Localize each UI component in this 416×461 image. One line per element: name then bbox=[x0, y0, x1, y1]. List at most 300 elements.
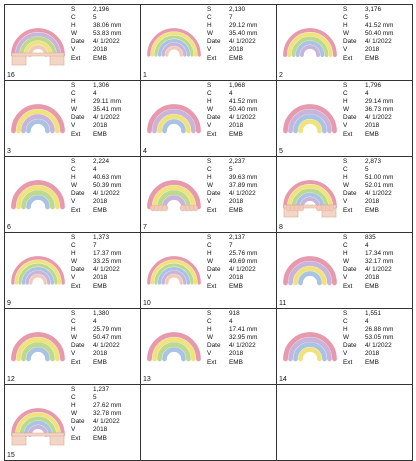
info-value: 4/ 1/2022 bbox=[365, 38, 392, 46]
info-value: 32.78 mm bbox=[93, 410, 122, 418]
design-info bbox=[71, 6, 139, 63]
info-label: V bbox=[207, 274, 212, 282]
info-label: S bbox=[207, 234, 212, 241]
info-row-w bbox=[343, 182, 411, 190]
rainbow-thumbnail bbox=[6, 235, 70, 297]
info-label: Ext bbox=[207, 130, 217, 138]
info-label: C bbox=[71, 394, 76, 402]
info-value: 52.01 mm bbox=[365, 182, 394, 190]
info-label: C bbox=[207, 318, 212, 326]
info-row-s bbox=[343, 310, 411, 318]
info-row-s bbox=[71, 310, 139, 318]
info-value: 26.88 mm bbox=[365, 326, 394, 334]
info-value: 2018 bbox=[93, 46, 108, 54]
design-cell[interactable] bbox=[141, 5, 277, 81]
info-value: EMB bbox=[93, 130, 107, 138]
info-label: H bbox=[207, 250, 212, 258]
info-label: W bbox=[207, 106, 214, 114]
rainbow-band bbox=[31, 276, 45, 283]
info-value: 2018 bbox=[365, 198, 380, 206]
info-row-h bbox=[343, 98, 411, 106]
info-value: 4/ 1/2022 bbox=[93, 418, 120, 426]
rainbow-band bbox=[167, 48, 181, 55]
design-cell[interactable] bbox=[277, 233, 413, 309]
info-value: 17.34 mm bbox=[365, 250, 394, 258]
design-index: 6 bbox=[7, 224, 11, 231]
design-cell[interactable] bbox=[5, 81, 141, 157]
rainbow-band bbox=[29, 122, 48, 132]
info-value: EMB bbox=[365, 282, 379, 290]
design-info bbox=[71, 82, 139, 139]
design-info bbox=[343, 234, 411, 291]
info-row-w bbox=[343, 334, 411, 342]
info-value: 4/ 1/2022 bbox=[229, 38, 256, 46]
info-label: Ext bbox=[343, 54, 353, 62]
design-cell[interactable] bbox=[277, 81, 413, 157]
design-cell[interactable] bbox=[277, 5, 413, 81]
info-label: W bbox=[71, 30, 78, 38]
design-info bbox=[207, 82, 275, 139]
info-label: S bbox=[71, 386, 76, 393]
rainbow-thumbnail bbox=[6, 159, 70, 221]
rainbow-thumbnail bbox=[142, 159, 206, 221]
info-row-ext bbox=[207, 207, 275, 215]
info-value: EMB bbox=[229, 130, 243, 138]
info-row-h bbox=[207, 326, 275, 334]
info-row-s bbox=[343, 6, 411, 14]
design-cell[interactable] bbox=[5, 309, 141, 385]
info-row-date bbox=[207, 266, 275, 274]
info-value: 918 bbox=[229, 310, 240, 317]
info-value: 4/ 1/2022 bbox=[93, 266, 120, 274]
info-value: 50.40 mm bbox=[365, 30, 394, 38]
info-row-w bbox=[343, 30, 411, 38]
info-value: 4/ 1/2022 bbox=[93, 114, 120, 122]
design-info bbox=[343, 158, 411, 215]
info-label: Date bbox=[71, 38, 85, 46]
info-row-v bbox=[343, 198, 411, 206]
info-value: 2,130 bbox=[229, 6, 245, 13]
info-row-c bbox=[207, 14, 275, 22]
info-row-w bbox=[207, 182, 275, 190]
info-label: H bbox=[343, 174, 348, 182]
info-value: 3,176 bbox=[365, 6, 381, 13]
info-label: Date bbox=[343, 342, 357, 350]
info-label: V bbox=[71, 122, 76, 130]
info-value: 40.63 mm bbox=[93, 174, 122, 182]
design-cell[interactable] bbox=[141, 157, 277, 233]
info-label: C bbox=[71, 318, 76, 326]
info-value: 2018 bbox=[229, 198, 244, 206]
info-label: W bbox=[343, 182, 350, 190]
info-value: EMB bbox=[229, 54, 243, 62]
rainbow-band bbox=[165, 198, 184, 208]
design-index: 2 bbox=[279, 72, 283, 79]
info-row-h bbox=[207, 98, 275, 106]
info-value: 7 bbox=[229, 14, 233, 22]
info-label: V bbox=[207, 198, 212, 206]
info-label: Ext bbox=[71, 358, 81, 366]
info-row-v bbox=[343, 46, 411, 54]
design-index: 14 bbox=[279, 376, 287, 383]
info-label: Ext bbox=[71, 54, 81, 62]
info-row-w bbox=[71, 410, 139, 418]
info-value: 2018 bbox=[365, 122, 380, 130]
rainbow-thumbnail bbox=[142, 311, 206, 373]
grid-row bbox=[5, 385, 413, 461]
info-value: 1,373 bbox=[93, 234, 109, 241]
design-cell[interactable] bbox=[277, 309, 413, 385]
info-row-c bbox=[207, 242, 275, 250]
info-value: 2,224 bbox=[93, 158, 109, 165]
design-info bbox=[207, 6, 275, 63]
info-label: W bbox=[71, 106, 78, 114]
info-label: H bbox=[71, 326, 76, 334]
design-info bbox=[343, 82, 411, 139]
info-label: S bbox=[343, 6, 348, 13]
info-label: Ext bbox=[207, 54, 217, 62]
empty-cell bbox=[141, 385, 277, 461]
info-label: S bbox=[207, 6, 212, 13]
info-label: V bbox=[71, 198, 76, 206]
info-label: Date bbox=[343, 190, 357, 198]
info-value: 41.52 mm bbox=[365, 22, 394, 30]
info-row-h bbox=[71, 22, 139, 30]
info-label: H bbox=[71, 402, 76, 410]
info-row-c bbox=[207, 166, 275, 174]
info-label: Ext bbox=[71, 434, 81, 442]
info-row-w bbox=[71, 258, 139, 266]
info-row-v bbox=[71, 198, 139, 206]
design-index: 10 bbox=[143, 300, 151, 307]
info-value: 1,796 bbox=[365, 82, 381, 89]
info-label: C bbox=[71, 14, 76, 22]
info-value: 4/ 1/2022 bbox=[365, 266, 392, 274]
info-value: 2018 bbox=[93, 274, 108, 282]
info-row-s bbox=[343, 158, 411, 166]
rainbow-thumbnail bbox=[142, 7, 206, 69]
design-index: 15 bbox=[7, 452, 15, 459]
info-value: 36.73 mm bbox=[365, 106, 394, 114]
rainbow-thumbnail bbox=[6, 311, 70, 373]
info-label: C bbox=[207, 166, 212, 174]
info-label: S bbox=[71, 6, 76, 13]
info-value: 33.25 mm bbox=[93, 258, 122, 266]
design-cell[interactable] bbox=[141, 309, 277, 385]
info-row-ext bbox=[343, 283, 411, 291]
rainbow-thumbnail bbox=[142, 235, 206, 297]
info-label: Date bbox=[207, 342, 221, 350]
info-label: V bbox=[71, 46, 76, 54]
info-label: Date bbox=[343, 266, 357, 274]
info-label: S bbox=[343, 158, 348, 165]
info-label: C bbox=[71, 90, 76, 98]
design-cell[interactable] bbox=[5, 233, 141, 309]
info-value: 2018 bbox=[93, 198, 108, 206]
info-value: EMB bbox=[229, 282, 243, 290]
info-label: H bbox=[207, 98, 212, 106]
info-row-w bbox=[71, 30, 139, 38]
info-label: C bbox=[207, 14, 212, 22]
info-row-h bbox=[71, 250, 139, 258]
info-label: Ext bbox=[207, 358, 217, 366]
info-row-date bbox=[207, 38, 275, 46]
rainbow-thumbnail bbox=[278, 83, 342, 145]
info-label: Ext bbox=[71, 206, 81, 214]
info-label: Date bbox=[71, 418, 85, 426]
info-label: H bbox=[71, 250, 76, 258]
info-value: 39.63 mm bbox=[229, 174, 258, 182]
info-row-s bbox=[207, 6, 275, 14]
info-value: 17.41 mm bbox=[229, 326, 258, 334]
info-label: S bbox=[71, 158, 76, 165]
empty-cell bbox=[277, 385, 413, 461]
info-value: 4 bbox=[365, 318, 369, 326]
info-value: 25.79 mm bbox=[93, 326, 122, 334]
rainbow-clouds bbox=[150, 205, 198, 211]
info-row-v bbox=[343, 350, 411, 358]
rainbow-pillars bbox=[12, 433, 64, 445]
info-row-s bbox=[207, 234, 275, 242]
info-row-ext bbox=[207, 131, 275, 139]
info-value: EMB bbox=[93, 434, 107, 442]
info-label: S bbox=[71, 82, 76, 89]
info-value: 4 bbox=[93, 90, 97, 98]
info-row-w bbox=[71, 334, 139, 342]
info-row-h bbox=[71, 326, 139, 334]
rainbow-thumbnail bbox=[278, 159, 342, 221]
rainbow-band bbox=[302, 47, 318, 55]
info-label: H bbox=[207, 174, 212, 182]
info-row-v bbox=[343, 274, 411, 282]
info-value: 27.62 mm bbox=[93, 402, 122, 410]
info-value: 2018 bbox=[93, 426, 108, 434]
info-value: EMB bbox=[93, 282, 107, 290]
info-row-c bbox=[343, 14, 411, 22]
info-label: Date bbox=[343, 38, 357, 46]
info-row-h bbox=[207, 22, 275, 30]
grid-row bbox=[5, 309, 413, 385]
info-label: Ext bbox=[71, 282, 81, 290]
info-row-v bbox=[207, 122, 275, 130]
info-value: 5 bbox=[365, 14, 369, 22]
rainbow-thumbnail bbox=[278, 311, 342, 373]
info-label: Ext bbox=[207, 206, 217, 214]
grid-row bbox=[5, 157, 413, 233]
info-row-ext bbox=[207, 283, 275, 291]
design-index: 3 bbox=[7, 148, 11, 155]
info-value: 25.76 mm bbox=[229, 250, 258, 258]
info-row-c bbox=[71, 14, 139, 22]
rainbow-thumbnail bbox=[278, 7, 342, 69]
info-value: 4 bbox=[93, 318, 97, 326]
info-row-ext bbox=[343, 359, 411, 367]
info-row-w bbox=[71, 106, 139, 114]
info-label: Ext bbox=[343, 206, 353, 214]
info-value: 38.06 mm bbox=[93, 22, 122, 30]
info-row-ext bbox=[343, 131, 411, 139]
design-cell[interactable] bbox=[5, 157, 141, 233]
info-row-w bbox=[207, 106, 275, 114]
design-index: 9 bbox=[7, 300, 11, 307]
rainbow-thumbnail bbox=[6, 83, 70, 145]
info-value: 35.40 mm bbox=[229, 30, 258, 38]
rainbow-band bbox=[301, 274, 320, 284]
info-label: C bbox=[71, 166, 76, 174]
info-value: 2018 bbox=[229, 122, 244, 130]
info-row-date bbox=[71, 266, 139, 274]
design-index: 7 bbox=[143, 224, 147, 231]
info-value: 2,237 bbox=[229, 158, 245, 165]
info-value: 2018 bbox=[229, 350, 244, 358]
info-row-ext bbox=[207, 55, 275, 63]
info-row-s bbox=[71, 386, 139, 394]
info-value: 4 bbox=[365, 90, 369, 98]
info-value: 53.83 mm bbox=[93, 30, 122, 38]
info-label: C bbox=[343, 90, 348, 98]
info-value: 29.12 mm bbox=[229, 22, 258, 30]
info-row-w bbox=[207, 30, 275, 38]
info-row-date bbox=[343, 342, 411, 350]
design-cell[interactable] bbox=[277, 157, 413, 233]
info-label: C bbox=[343, 242, 348, 250]
info-value: 35.41 mm bbox=[93, 106, 122, 114]
info-value: 51.00 mm bbox=[365, 174, 394, 182]
info-value: 4 bbox=[93, 166, 97, 174]
info-label: W bbox=[207, 30, 214, 38]
info-value: 17.37 mm bbox=[93, 250, 122, 258]
info-row-v bbox=[71, 46, 139, 54]
info-value: EMB bbox=[229, 358, 243, 366]
info-row-date bbox=[71, 342, 139, 350]
info-label: H bbox=[343, 22, 348, 30]
design-index: 4 bbox=[143, 148, 147, 155]
info-value: 1,380 bbox=[93, 310, 109, 317]
info-value: 2018 bbox=[365, 350, 380, 358]
rainbow-band bbox=[301, 122, 320, 132]
rainbow-thumbnail bbox=[142, 83, 206, 145]
info-row-date bbox=[71, 114, 139, 122]
info-label: H bbox=[71, 98, 76, 106]
info-value: 4/ 1/2022 bbox=[93, 190, 120, 198]
info-value: 2,873 bbox=[365, 158, 381, 165]
info-value: 5 bbox=[93, 394, 97, 402]
design-cell[interactable] bbox=[141, 233, 277, 309]
info-row-h bbox=[343, 326, 411, 334]
info-label: V bbox=[343, 198, 348, 206]
info-value: 1,306 bbox=[93, 82, 109, 89]
info-row-h bbox=[207, 250, 275, 258]
info-label: W bbox=[207, 334, 214, 342]
design-info bbox=[71, 234, 139, 291]
info-value: EMB bbox=[93, 358, 107, 366]
info-value: 4/ 1/2022 bbox=[229, 266, 256, 274]
info-value: 4/ 1/2022 bbox=[229, 342, 256, 350]
info-label: H bbox=[207, 22, 212, 30]
info-label: W bbox=[343, 258, 350, 266]
info-value: 7 bbox=[93, 242, 97, 250]
info-value: 29.11 mm bbox=[93, 98, 121, 106]
info-row-s bbox=[207, 158, 275, 166]
info-row-ext bbox=[71, 131, 139, 139]
info-value: 2018 bbox=[229, 274, 244, 282]
info-row-h bbox=[343, 250, 411, 258]
info-row-s bbox=[207, 82, 275, 90]
design-cell[interactable] bbox=[5, 385, 141, 461]
info-label: H bbox=[343, 326, 348, 334]
info-label: W bbox=[207, 182, 214, 190]
info-label: S bbox=[207, 158, 212, 165]
info-row-v bbox=[71, 350, 139, 358]
info-value: 4/ 1/2022 bbox=[365, 190, 392, 198]
info-value: 2018 bbox=[93, 350, 108, 358]
info-row-s bbox=[71, 158, 139, 166]
info-row-s bbox=[343, 82, 411, 90]
design-info bbox=[71, 158, 139, 215]
info-row-w bbox=[207, 258, 275, 266]
info-row-c bbox=[343, 242, 411, 250]
design-index: 16 bbox=[7, 72, 15, 79]
info-row-c bbox=[343, 166, 411, 174]
info-label: V bbox=[343, 46, 348, 54]
info-label: V bbox=[207, 46, 212, 54]
info-value: EMB bbox=[365, 358, 379, 366]
info-label: W bbox=[207, 258, 214, 266]
info-label: Date bbox=[207, 114, 221, 122]
design-index: 13 bbox=[143, 376, 151, 383]
info-label: V bbox=[71, 350, 76, 358]
design-index: 11 bbox=[279, 300, 287, 307]
info-value: EMB bbox=[365, 54, 379, 62]
info-row-c bbox=[343, 90, 411, 98]
info-label: C bbox=[343, 166, 348, 174]
info-label: Date bbox=[71, 342, 85, 350]
info-row-c bbox=[71, 90, 139, 98]
info-label: Date bbox=[207, 38, 221, 46]
rainbow-band bbox=[167, 276, 181, 283]
info-row-c bbox=[343, 318, 411, 326]
info-label: W bbox=[71, 410, 78, 418]
info-row-ext bbox=[343, 207, 411, 215]
info-row-s bbox=[71, 6, 139, 14]
info-row-date bbox=[343, 38, 411, 46]
info-label: Date bbox=[343, 114, 357, 122]
info-row-h bbox=[71, 98, 139, 106]
rainbow-band bbox=[29, 198, 48, 208]
info-value: 2,196 bbox=[93, 6, 109, 13]
info-label: S bbox=[343, 310, 348, 317]
info-row-s bbox=[207, 310, 275, 318]
design-cell[interactable] bbox=[141, 81, 277, 157]
info-value: 2018 bbox=[365, 274, 380, 282]
info-row-date bbox=[343, 190, 411, 198]
info-row-date bbox=[71, 38, 139, 46]
info-label: V bbox=[343, 350, 348, 358]
info-label: Ext bbox=[343, 358, 353, 366]
info-row-w bbox=[343, 106, 411, 114]
info-label: Date bbox=[207, 190, 221, 198]
design-info bbox=[343, 310, 411, 367]
design-table bbox=[4, 4, 413, 461]
info-row-date bbox=[71, 190, 139, 198]
info-row-v bbox=[71, 122, 139, 130]
info-row-ext bbox=[71, 283, 139, 291]
info-label: Ext bbox=[343, 130, 353, 138]
design-cell[interactable] bbox=[5, 5, 141, 81]
info-label: Date bbox=[207, 266, 221, 274]
info-row-v bbox=[207, 198, 275, 206]
grid-row bbox=[5, 5, 413, 81]
